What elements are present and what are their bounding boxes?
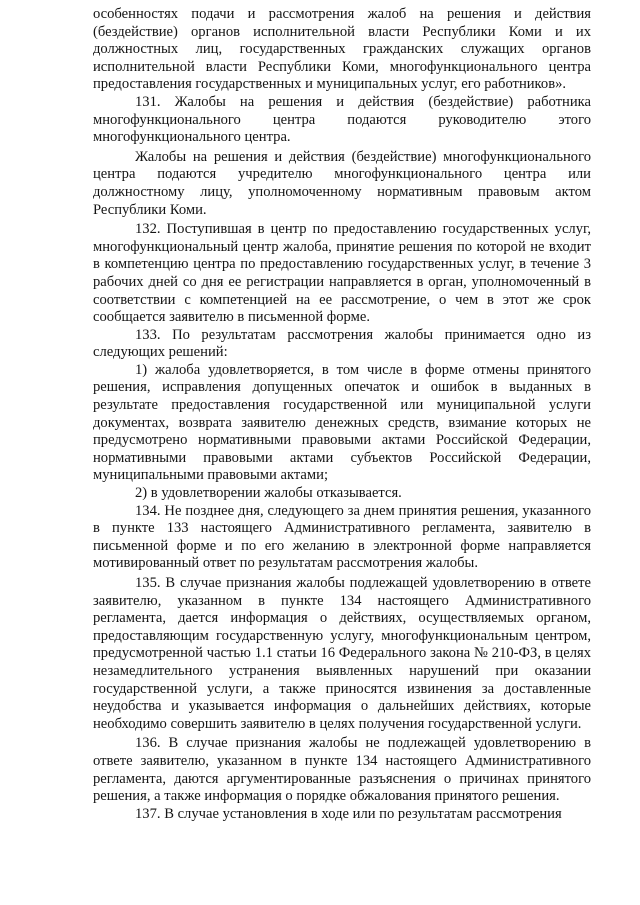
paragraph-131-part-2: Жалобы на решения и действия (бездействие) многофункционального центра подаются учредителю многофункционального центра или должностному лицу, уполномоченному нормативным правовым актом Республики Коми. <box>93 148 591 218</box>
paragraph-continuation: особенностях подачи и рассмотрения жалоб на решения и действия (бездействие) органов исполнительной власти Республики Коми и их должностных лиц, государственных гражданских служащих органов исполнительной власти Республики Коми, многофункционального центра предоставления государственных и муниципальных услуг, его работников». <box>93 6 591 93</box>
document-body <box>93 6 591 823</box>
list-item-2: 2) в удовлетворении жалобы отказывается. <box>135 485 402 502</box>
paragraph-133: 133. По результатам рассмотрения жалобы принимается одно из следующих решений: <box>93 326 591 361</box>
paragraph-137: 137. В случае установления в ходе или по результатам рассмотрения <box>135 805 562 822</box>
paragraph-132: 132. Поступившая в центр по предоставлению государственных услуг, многофункциональный центр жалоба, принятие решения по которой не входит в компетенцию центра по предоставлению государственных услуг, в течение 3 рабочих дней со дня ее регистрации направляется в орган, уполномоченный в соответствии с компетенцией на ее рассмотрение, о чем в этот же срок сообщается заявителю в письменной форме. <box>93 221 591 326</box>
list-item-1: 1) жалоба удовлетворяется, в том числе в форме отмены принятого решения, исправления допущенных опечаток и ошибок в выданных в результате предоставления государственной или муниципальной услуги документах, возврата заявителю денежных средств, взимание которых не предусмотрено нормативными правовыми актами Российской Федерации, нормативными правовыми актами субъектов Российской Федерации, муниципальными правовыми актами; <box>93 361 591 484</box>
paragraph-135: 135. В случае признания жалобы подлежащей удовлетворению в ответе заявителю, указанном в пункте 134 настоящего Административного регламента, дается информация о действиях, осуществляемых органом, предоставляющим государственную услугу, многофункциональным центром, предусмотренной частью 1.1 статьи 16 Федерального закона № 210-ФЗ, в целях незамедлительного устранения выявленных нарушений при оказании государственной услуги, а также приносятся извинения за доставленные неудобства и указывается информация о дальнейших действиях, которые необходимо совершить заявителю в целях получения государственной услуги. <box>93 575 591 732</box>
paragraph-131: 131. Жалобы на решения и действия (бездействие) работника многофункционального центра подаются руководителю этого многофункционального центра. <box>93 93 591 146</box>
paragraph-134: 134. Не позднее дня, следующего за днем принятия решения, указанного в пункте 133 настоящего Административного регламента, заявителю в письменной форме и по его желанию в электронной форме направляется мотивированный ответ по результатам рассмотрения жалобы. <box>93 502 591 572</box>
paragraph-136: 136. В случае признания жалобы не подлежащей удовлетворению в ответе заявителю, указанном в пункте 134 настоящего Административного регламента, даются аргументированные разъяснения о причинах принятого решения, а также информация о порядке обжалования принятого решения. <box>93 735 591 805</box>
